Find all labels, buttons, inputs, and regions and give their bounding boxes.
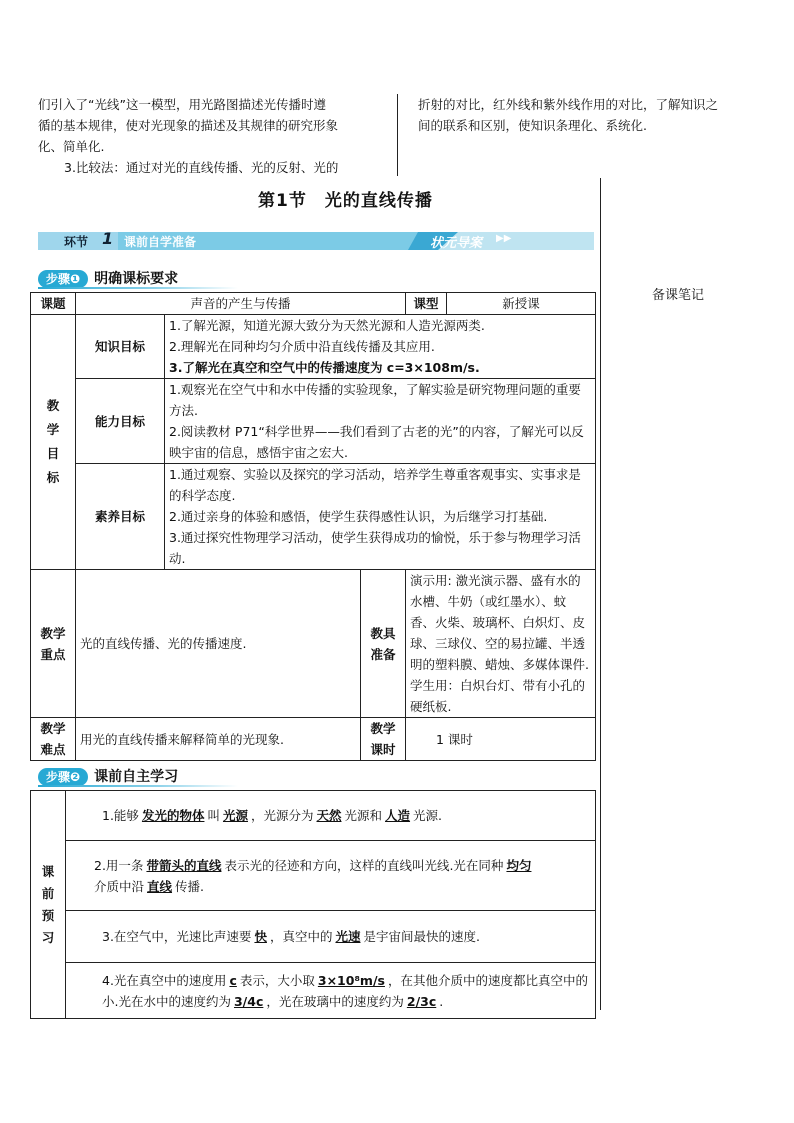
step-title: 课前自主学习 bbox=[94, 769, 179, 785]
blank: 快 bbox=[254, 929, 267, 944]
arrow-icon: ▶▶ bbox=[496, 233, 512, 244]
tools-label: 教具准备 bbox=[361, 570, 406, 718]
step-badge: 步骤❶ bbox=[38, 270, 88, 288]
step-underline bbox=[38, 287, 238, 289]
literacy-goals bbox=[165, 464, 596, 570]
literacy-label: 素养目标 bbox=[76, 464, 165, 570]
goal-item: 1.通过观察、实验以及探究的学习活动，培养学生尊重客观事实、实事求是的科学态度. bbox=[169, 467, 581, 503]
blank: 人造 bbox=[385, 808, 411, 823]
step-badge: 步骤❷ bbox=[38, 768, 88, 786]
text-line: 们引入了“光线”这一模型，用光路图描述光传播时遵 bbox=[38, 97, 326, 112]
top-left-text bbox=[38, 94, 383, 178]
blank: 光速 bbox=[335, 929, 361, 944]
preview-q2: 2.用一条 带箭头的直线 表示光的径迹和方向，这样的直线叫光线.光在同种 均匀 介质中沿 直线 传播. bbox=[66, 841, 596, 911]
step-underline bbox=[38, 785, 238, 787]
key-value: 光的直线传播、光的传播速度. bbox=[76, 570, 361, 718]
goal-item: 1.了解光源，知道光源大致分为天然光源和人造光源两类. bbox=[169, 318, 485, 333]
knowledge-label: 知识目标 bbox=[76, 315, 165, 379]
tools-value bbox=[406, 570, 596, 718]
blank: 2/3c bbox=[406, 993, 437, 1009]
preview-q1: 1.能够 发光的物体 叫 光源 ，光源分为 天然 光源和 人造 光源. bbox=[66, 791, 596, 841]
step1-heading bbox=[38, 268, 178, 288]
hours-label: 教学课时 bbox=[361, 718, 406, 761]
banner-right-text: 状元导案 bbox=[430, 236, 483, 251]
difficult-value: 用光的直线传播来解释简单的光现象. bbox=[76, 718, 361, 761]
blank: 3/4c bbox=[233, 993, 264, 1009]
preview-q3: 3.在空气中，光速比声速要 快 ，真空中的 光速 是宇宙间最快的速度. bbox=[66, 911, 596, 963]
goal-item: 2.阅读教材 P71“科学世界——我们看到了古老的光”的内容，了解光可以反映宇宙的信息，感悟宇宙之宏大. bbox=[169, 424, 584, 460]
blank: 均匀 bbox=[506, 857, 532, 873]
course-table bbox=[30, 292, 596, 761]
page-title: 第1节 光的直线传播 bbox=[258, 191, 433, 211]
type-label: 课型 bbox=[406, 293, 447, 315]
notes-label: 备课笔记 bbox=[652, 288, 705, 303]
goal-item: 3.了解光在真空和空气中的传播速度为 c=3×108m/s. bbox=[169, 360, 480, 375]
knowledge-goals bbox=[165, 315, 596, 379]
goal-item: 3.通过探究性物理学习活动，使学生获得成功的愉悦，乐于参与物理学习活动. bbox=[169, 530, 581, 566]
tools-student: 学生用：白炽台灯、带有小孔的硬纸板. bbox=[410, 678, 586, 714]
preview-label: 课前预习 bbox=[31, 791, 66, 1019]
difficult-label: 教学难点 bbox=[31, 718, 76, 761]
text-line: 间的联系和区别，使知识条理化、系统化. bbox=[418, 118, 647, 133]
ability-label: 能力目标 bbox=[76, 379, 165, 464]
preview-table bbox=[30, 790, 596, 1019]
text-line: 折射的对比，红外线和紫外线作用的对比，了解知识之 bbox=[418, 97, 719, 112]
text-line: 循的基本规律，使对光现象的描述及其规律的研究形象 bbox=[38, 118, 339, 133]
goal-item: 2.理解光在同种均匀介质中沿直线传播及其应用. bbox=[169, 339, 435, 354]
goals-label: 教学目标 bbox=[31, 315, 76, 570]
notes-divider bbox=[600, 178, 601, 1010]
ability-goals bbox=[165, 379, 596, 464]
blank: c bbox=[229, 972, 237, 988]
topic-value: 声音的产生与传播 bbox=[76, 293, 406, 315]
blank: 3×10⁸m/s bbox=[317, 972, 385, 988]
tools-demo: 演示用: 激光演示器、盛有水的水槽、牛奶（或红墨水）、蚊香、火柴、玻璃杯、白炽灯、皮球、三球仪、空的易拉罐、半透明的塑料膜、蜡烛、多媒体课件. bbox=[410, 573, 589, 672]
blank: 天然 bbox=[316, 808, 342, 823]
banner-number: 1 bbox=[102, 229, 114, 248]
step2-heading bbox=[38, 766, 178, 786]
section-banner bbox=[38, 229, 594, 251]
text-line: 3.比较法：通过对光的直线传播、光的反射、光的 bbox=[64, 160, 339, 175]
text-line: 化、简单化. bbox=[38, 139, 105, 154]
goal-item: 2.通过亲身的体验和感悟，使学生获得感性认识，为后继学习打基础. bbox=[169, 509, 548, 524]
banner-label: 环节 bbox=[64, 235, 89, 249]
topic-label: 课题 bbox=[31, 293, 76, 315]
blank: 带箭头的直线 bbox=[146, 857, 222, 873]
step-title: 明确课标要求 bbox=[94, 271, 179, 287]
goal-item: 1.观察光在空气中和水中传播的实验现象，了解实验是研究物理问题的重要方法. bbox=[169, 382, 581, 418]
blank: 光源 bbox=[222, 808, 248, 823]
key-label: 教学重点 bbox=[31, 570, 76, 718]
banner-text: 课前自学准备 bbox=[124, 235, 197, 249]
column-divider bbox=[397, 94, 398, 176]
blank: 发光的物体 bbox=[141, 808, 205, 823]
preview-q4: 4.光在真空中的速度用 c 表示，大小取 3×10⁸m/s ，在其他介质中的速度都比真空中的小.光在水中的速度约为 3/4c ，光在玻璃中的速度约为 2/3c . bbox=[66, 963, 596, 1019]
blank: 直线 bbox=[147, 878, 173, 894]
type-value: 新授课 bbox=[447, 293, 596, 315]
top-right-text bbox=[418, 94, 763, 136]
hours-value: 1 课时 bbox=[406, 718, 596, 761]
